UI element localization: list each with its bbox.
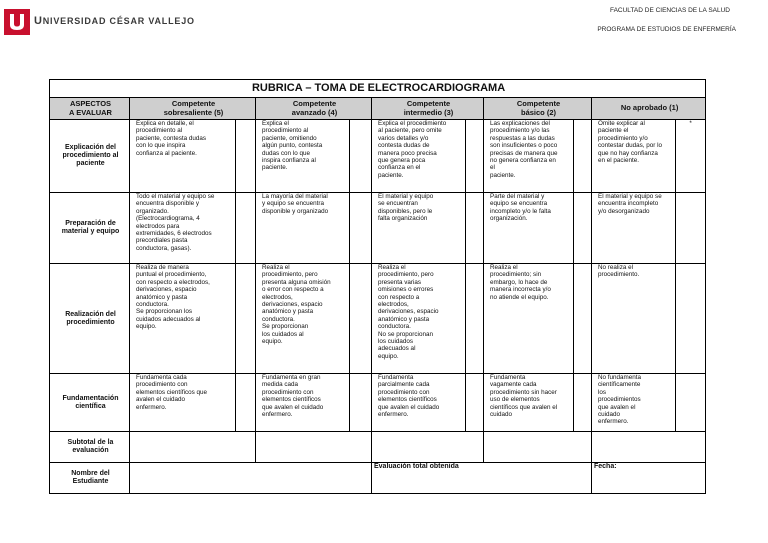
text-line: Competente: [171, 99, 216, 108]
text-line: procedimiento y/o las: [490, 127, 550, 135]
text-line: no atiende el equipo.: [490, 293, 549, 301]
criterion-cell: [130, 264, 236, 374]
text-line: paciente.: [262, 164, 288, 172]
text-line: con respecto a electrodos,: [136, 278, 210, 286]
text-line: medida cada: [262, 381, 299, 389]
score-cell[interactable]: [466, 374, 484, 432]
text-line: Realiza el: [378, 264, 406, 271]
text-line: derivaciones, espacio: [262, 301, 323, 309]
score-cell[interactable]: [574, 120, 592, 193]
text-line: Fundamentación: [62, 394, 119, 402]
header-c5: [130, 98, 256, 120]
text-line: procedimiento, pero: [378, 271, 434, 279]
text-line: El material y equipo se: [598, 193, 662, 200]
text-line: derivaciones, espacio: [136, 286, 197, 294]
text-line: Estudiante: [72, 478, 109, 485]
text-line: cuidados adecuados al: [136, 315, 201, 323]
score-cell[interactable]: [236, 374, 256, 432]
text-line: procedimiento, pero: [262, 271, 318, 279]
text-line: básico (2): [520, 107, 556, 117]
text-line: Las explicaciones del: [490, 120, 550, 127]
text-line: procedimientos: [598, 396, 641, 404]
criterion-cell: [484, 374, 574, 432]
score-cell[interactable]: [350, 193, 372, 264]
subtotal-field[interactable]: [372, 432, 484, 463]
text-line: A EVALUAR: [69, 107, 112, 117]
score-cell[interactable]: [676, 193, 706, 264]
text-line: encuentra disponible y: [136, 200, 200, 208]
faculty-name: FACULTAD DE CIENCIAS DE LA SALUD: [609, 7, 730, 14]
text-line: los cuidados: [378, 338, 414, 346]
text-line: avanzado (4): [291, 107, 338, 117]
university-name: UNIVERSIDAD CÉSAR VALLEJO: [34, 15, 195, 27]
text-line: confianza en el: [378, 164, 421, 172]
text-line: Parte del material y: [490, 193, 545, 200]
student-label: [50, 463, 130, 494]
text-line: omisiones o errores: [378, 286, 434, 294]
text-line: electrodos,: [378, 301, 409, 309]
text-line: precisas de manera que: [490, 149, 558, 157]
text-line: precordiales pasta: [136, 237, 188, 245]
text-line: No se proporcionan: [378, 330, 433, 338]
text-line: uso de elementos: [490, 396, 540, 404]
text-line: Preparación de: [65, 220, 116, 227]
text-line: Competente: [292, 99, 337, 108]
text-line: Realización del: [65, 310, 116, 318]
text-line: electrodos para: [136, 222, 180, 230]
text-line: procedimiento con: [378, 388, 430, 396]
text-line: sobresaliente (5): [163, 107, 224, 117]
text-line: enfermero.: [378, 411, 409, 419]
text-line: o error con respecto a: [262, 286, 324, 294]
text-line: son insuficientes o poco: [490, 142, 558, 150]
text-line: enfermero.: [598, 418, 629, 426]
text-line: No realiza el: [598, 264, 633, 271]
text-line: puntual el procedimiento,: [136, 271, 207, 279]
score-cell[interactable]: [466, 120, 484, 193]
text-line: derivaciones, espacio: [378, 308, 439, 316]
text-line: respuestas a las dudas: [490, 134, 555, 142]
criterion-cell: [592, 374, 676, 432]
text-line: No fundamenta: [598, 374, 642, 381]
criterion-cell: [372, 120, 466, 193]
text-line: procedimiento.: [598, 271, 640, 279]
text-line: Explicación del: [65, 144, 116, 151]
text-line: que no hay confianza: [598, 149, 658, 157]
text-line: elementos científicos que: [136, 388, 208, 396]
text-line: Subtotal de la: [67, 439, 114, 446]
criterion-cell: [592, 264, 676, 374]
text-line: el: [490, 164, 495, 172]
text-line: varios detalles y/o: [378, 134, 429, 142]
text-line: con respecto a: [378, 293, 420, 301]
student-row: [50, 463, 706, 494]
score-cell[interactable]: [236, 120, 256, 193]
criterion-cell: [130, 374, 236, 432]
text-line: Fundamenta: [378, 374, 414, 381]
text-line: cuidado: [490, 411, 513, 419]
subtotal-row: [50, 432, 706, 463]
text-line: enfermero.: [262, 411, 293, 419]
text-line: ASPECTOS: [69, 99, 112, 108]
text-line: La mayoría del material: [262, 193, 328, 200]
score-cell[interactable]: [236, 193, 256, 264]
subtotal-field[interactable]: [484, 432, 592, 463]
text-line: El material y equipo: [378, 193, 434, 200]
text-line: los cuidados al: [262, 330, 304, 338]
text-line: Competente: [516, 99, 561, 108]
criterion-cell: [372, 264, 466, 374]
criterion-cell: [592, 193, 676, 264]
criterion-cell: [372, 193, 466, 264]
text-line: intermedio (3): [403, 107, 454, 117]
university-logo: [4, 9, 30, 35]
text-line: Se proporcionan: [262, 323, 309, 331]
aspect-cell: [50, 374, 130, 432]
text-line: procedimiento sin hacer: [490, 388, 557, 396]
score-cell[interactable]: [574, 193, 592, 264]
text-line: científicos que avalen el: [490, 403, 558, 411]
text-line: (Electrocardiograma, 4: [136, 215, 200, 223]
criterion-cell: [484, 120, 574, 193]
aspect-cell: [50, 264, 130, 374]
text-line: paciente.: [490, 171, 516, 179]
text-line: falta organización: [378, 215, 428, 223]
text-line: cuidado: [598, 411, 621, 419]
text-line: y equipo se encuentra: [262, 200, 324, 208]
text-line: confianza al paciente.: [136, 149, 197, 157]
text-line: procedimiento y/o: [598, 134, 648, 142]
text-line: Realiza el: [262, 264, 290, 271]
text-line: inspira confianza al: [262, 157, 316, 165]
score-cell[interactable]: [466, 264, 484, 374]
text-line: equipo.: [262, 338, 283, 346]
text-line: contestar dudas, por lo: [598, 142, 663, 150]
text-line: procedimiento: [66, 318, 115, 326]
criterion-cell: [372, 374, 466, 432]
text-line: Omite explicar al: [598, 120, 645, 127]
subtotal-field[interactable]: [592, 432, 706, 463]
text-line: material y equipo: [61, 228, 120, 235]
subtotal-label: [50, 432, 130, 463]
text-line: equipo.: [378, 352, 399, 360]
text-line: extremidades, 6 electrodos: [136, 230, 212, 238]
text-line: adecuados al: [378, 345, 416, 353]
header-c2: [484, 98, 592, 120]
score-cell[interactable]: [466, 193, 484, 264]
text-line: organización.: [490, 215, 528, 223]
text-line: y/o desorganizado: [598, 207, 650, 215]
text-line: presenta alguna omisión: [262, 278, 331, 286]
text-line: organizado.: [136, 207, 169, 215]
date-label: Fecha:: [592, 463, 706, 494]
text-line: elementos científicos: [262, 396, 321, 404]
text-line: evaluación: [72, 447, 109, 454]
text-line: en el paciente.: [598, 157, 639, 165]
text-line: conductora.: [378, 323, 411, 331]
text-line: Realiza el: [490, 264, 518, 271]
score-cell[interactable]: [676, 264, 706, 374]
text-line: Todo el material y equipo se: [136, 193, 215, 200]
text-line: procedimiento al: [262, 127, 309, 135]
header-row: [50, 98, 706, 120]
subtotal-field[interactable]: [130, 432, 256, 463]
text-line: paciente, contesta dudas: [136, 134, 207, 142]
text-line: anatómico y pasta: [136, 293, 188, 301]
text-line: presenta varias: [378, 278, 422, 286]
criterion-cell: [130, 120, 236, 193]
text-line: procedimiento al: [62, 152, 119, 159]
criterion-cell: [256, 120, 350, 193]
text-line: No aprobado (1): [620, 103, 679, 113]
text-line: que avalen el: [598, 403, 636, 411]
text-line: manera poco precisa: [378, 149, 437, 157]
text-line: procedimiento con: [136, 381, 188, 389]
criterion-cell: [130, 193, 236, 264]
header-c1: [592, 98, 706, 120]
text-line: Fundamenta en gran: [262, 374, 321, 381]
text-line: vagamente cada: [490, 381, 537, 389]
text-line: Se proporcionan los: [136, 308, 193, 316]
criterion-cell: [484, 264, 574, 374]
criterion-cell: [256, 193, 350, 264]
text-line: conductora.: [262, 315, 295, 323]
text-line: anatómico y pasta: [262, 308, 314, 316]
text-line: incompleto y/o le falta: [490, 207, 551, 215]
score-cell[interactable]: [574, 264, 592, 374]
text-line: que avalen el cuidado: [378, 403, 440, 411]
text-line: que avalen el cuidado: [262, 403, 324, 411]
score-cell[interactable]: [350, 374, 372, 432]
aspect-cell: [50, 193, 130, 264]
text-line: parcialmente cada: [378, 381, 430, 389]
criterion-cell: [484, 193, 574, 264]
text-line: no genera confianza en: [490, 157, 556, 165]
text-line: Realiza de manera: [136, 264, 189, 271]
criterion-cell: [256, 374, 350, 432]
text-line: avalen el cuidado: [136, 396, 186, 404]
text-line: disponible y organizado: [262, 207, 329, 215]
text-line: dudas con lo que: [262, 149, 310, 157]
text-line: disponibles, pero le: [378, 207, 433, 215]
text-line: procedimiento; sin: [490, 271, 542, 279]
student-name-field[interactable]: [130, 463, 372, 494]
criterion-cell: [592, 120, 676, 193]
text-line: Competente: [406, 99, 451, 108]
score-cell[interactable]: [676, 374, 706, 432]
text-line: Explica el procedimiento: [378, 120, 447, 127]
text-line: paciente: [76, 160, 105, 167]
text-line: embargo, lo hace de: [490, 278, 548, 286]
table-row: [50, 374, 706, 432]
header-aspects: [50, 98, 130, 120]
text-line: equipo.: [136, 323, 157, 331]
header-c3: [372, 98, 484, 120]
table-row: [50, 264, 706, 374]
text-line: se encuentran: [378, 200, 418, 208]
score-cell[interactable]: [350, 264, 372, 374]
subtotal-field[interactable]: [256, 432, 372, 463]
score-cell[interactable]: [350, 120, 372, 193]
text-line: Fundamenta cada: [136, 374, 187, 381]
text-line: conductora.: [136, 301, 169, 309]
text-line: anatómico y pasta: [378, 315, 430, 323]
criterion-cell: [256, 264, 350, 374]
text-line: los: [598, 388, 607, 396]
text-line: enfermero.: [136, 403, 167, 411]
page-header: [0, 0, 768, 60]
text-line: con lo que inspira: [136, 142, 186, 150]
text-line: científica: [75, 402, 106, 410]
rubric-table: [49, 79, 706, 494]
text-line: al paciente, pero omite: [378, 127, 442, 135]
header-c4: [256, 98, 372, 120]
program-name: PROGRAMA DE ESTUDIOS DE ENFERMERÍA: [597, 26, 736, 33]
total-score-label: Evaluación total obtenida: [372, 463, 592, 494]
text-line: que genera poca: [378, 157, 426, 165]
text-line: científicamente: [598, 381, 641, 389]
text-line: Fundamenta: [490, 374, 526, 381]
text-line: procedimiento con: [262, 388, 314, 396]
rubric-title: RUBRICA – TOMA DE ELECTROCARDIOGRAMA: [50, 80, 706, 98]
text-line: Explica el: [262, 120, 289, 127]
text-line: electrodos,: [262, 293, 293, 301]
text-line: procedimiento al: [136, 127, 183, 135]
table-row: [50, 193, 706, 264]
text-line: algún punto, contesta: [262, 142, 323, 150]
text-line: encuentra incompleto: [598, 200, 659, 208]
score-cell[interactable]: [574, 374, 592, 432]
text-line: contesta dudas de: [378, 142, 430, 150]
text-line: elementos científicos: [378, 396, 437, 404]
aspect-cell: [50, 120, 130, 193]
text-line: paciente el: [598, 127, 629, 135]
text-line: Explica en detalle, el: [136, 120, 194, 127]
score-cell[interactable]: *: [676, 120, 706, 193]
table-row: [50, 120, 706, 193]
text-line: paciente, omitiendo: [262, 134, 317, 142]
text-line: conductora, gasas).: [136, 244, 192, 252]
text-line: manera incorrecta y/o: [490, 286, 551, 294]
score-cell[interactable]: [236, 264, 256, 374]
text-line: paciente.: [378, 171, 404, 179]
text-line: Nombre del: [71, 470, 110, 477]
text-line: equipo se encuentra: [490, 200, 548, 208]
